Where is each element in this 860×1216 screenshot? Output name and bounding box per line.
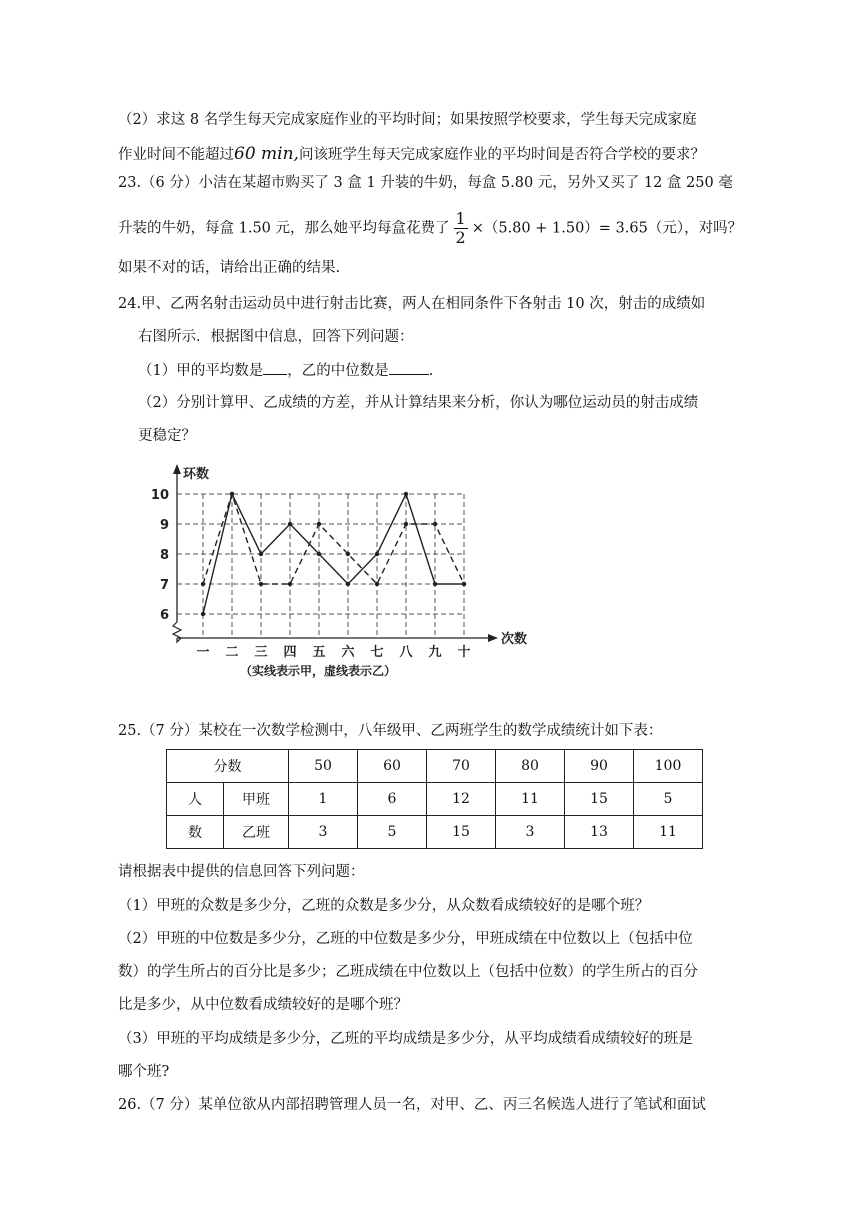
- table-row-name: 甲班: [224, 783, 289, 816]
- chart-y-tick-label: 8: [159, 548, 169, 563]
- chart-y-tick-label: 10: [150, 488, 169, 503]
- chart-data-point: [433, 582, 437, 586]
- q25-instruction: 请根据表中提供的信息回答下列问题：: [118, 864, 365, 880]
- table-cell: 6: [358, 783, 427, 816]
- chart-y-axis-label: 环数: [183, 467, 210, 482]
- q24-part1-text-c: .: [428, 363, 434, 379]
- table-row-name: 乙班: [224, 816, 289, 849]
- q25-line1: 25.（7 分）某校在一次数学检测中，八年级甲、乙两班学生的数学成绩统计如下表：: [118, 723, 663, 739]
- table-group-label-2: 数: [167, 816, 224, 849]
- q24-part2-line2: 更稳定？: [138, 428, 196, 444]
- chart-data-point: [404, 522, 408, 526]
- score-table: [166, 749, 703, 849]
- q25-part3-line1: （3）甲班的平均成绩是多少分，乙班的平均成绩是多少分，从平均成绩看成绩较好的班是: [118, 1031, 693, 1047]
- chart-series-line-dashed: [203, 494, 464, 584]
- chart-data-point: [404, 492, 408, 496]
- chart-x-tick-label: 七: [370, 645, 384, 660]
- chart-x-tick-label: 八: [399, 645, 413, 660]
- chart-x-tick-label: 二: [225, 645, 239, 660]
- chart-x-arrow: [488, 634, 498, 642]
- table-cell: 11: [634, 816, 703, 849]
- chart-y-arrow: [173, 464, 181, 474]
- table-cell: 5: [634, 783, 703, 816]
- table-score-header: 50: [289, 750, 358, 783]
- q24-line1: 24.甲、乙两名射击运动员中进行射击比赛，两人在相同条件下各射击 10 次，射击的成绩如: [118, 296, 706, 312]
- answer-blank[interactable]: [263, 360, 287, 375]
- chart-x-axis-label: 次数: [501, 632, 528, 647]
- table-cell: 5: [358, 816, 427, 849]
- table-row: [167, 816, 703, 849]
- q24-part1-text-a: （1）甲的平均数是: [138, 363, 264, 379]
- chart-x-tick-label: 五: [312, 645, 326, 660]
- table-score-header: 60: [358, 750, 427, 783]
- chart-data-point: [462, 582, 466, 586]
- q25-part3-line2: 哪个班?: [118, 1064, 170, 1080]
- q23-fraction: [454, 210, 468, 247]
- q23-line1: 23.（6 分）小洁在某超市购买了 3 盒 1 升装的牛奶，每盒 5.80 元，另外又买了 12 盒 250 毫: [118, 175, 733, 191]
- chart-x-tick-label: 六: [341, 645, 355, 660]
- table-score-header: 100: [634, 750, 703, 783]
- table-cell: 13: [565, 816, 634, 849]
- chart-x-tick-label: 一: [196, 645, 210, 660]
- chart-data-point: [259, 552, 263, 556]
- chart-data-point: [288, 582, 292, 586]
- chart-caption: （实线表示甲，虚线表示乙）: [240, 664, 397, 678]
- chart-data-point: [230, 492, 234, 496]
- fraction-numerator: 1: [455, 209, 466, 228]
- chart-x-tick-label: 四: [283, 645, 297, 660]
- chart-data-point: [201, 582, 205, 586]
- q22-part2-text-b: 问该班学生每天完成家庭作业的平均时间是否符合学校的要求？: [298, 147, 705, 163]
- table-cell: 11: [496, 783, 565, 816]
- chart-data-point: [259, 582, 263, 586]
- q23-text-b: ×（5.80 + 1.50）= 3.65（元），对吗？: [471, 220, 743, 237]
- q25-part2-line1: （2）甲班的中位数是多少分，乙班的中位数是多少分，甲班成绩在中位数以上（包括中位: [118, 931, 693, 947]
- chart-data-point: [346, 552, 350, 556]
- table-score-header: 70: [427, 750, 496, 783]
- table-cell: 3: [289, 816, 358, 849]
- q23-text-a: 升装的牛奶，每盒 1.50 元，那么她平均每盒花费了: [118, 220, 450, 237]
- q23-line3: 如果不对的话，请给出正确的结果.: [118, 260, 341, 276]
- chart-x-tick-label: 九: [428, 645, 442, 660]
- chart-y-tick-label: 9: [159, 518, 169, 533]
- table-cell: 1: [289, 783, 358, 816]
- table-score-header: 90: [565, 750, 634, 783]
- fraction-denominator: 2: [455, 228, 466, 247]
- chart-x-tick-label: 十: [457, 645, 471, 660]
- q24-part1: [138, 360, 433, 381]
- answer-blank[interactable]: [389, 360, 429, 375]
- chart-data-point: [433, 522, 437, 526]
- table-cell: 15: [565, 783, 634, 816]
- chart-axis-break: [173, 622, 181, 642]
- q26-line1: 26.（7 分）某单位欲从内部招聘管理人员一名，对甲、乙、丙三名候选人进行了笔试和面试: [118, 1097, 706, 1113]
- chart-data-point: [201, 612, 205, 616]
- q22-part2-line2: [118, 144, 705, 165]
- q25-part2-line3: 比是多少，从中位数看成绩较好的是哪个班？: [118, 997, 408, 1013]
- q25-part2-line2: 数）的学生所占的百分比是多少；乙班成绩在中位数以上（包括中位数）的学生所占的百分: [118, 964, 698, 980]
- chart-data-point: [317, 522, 321, 526]
- table-group-label-1: 人: [167, 783, 224, 816]
- table-cell: 15: [427, 816, 496, 849]
- chart-y-tick-label: 7: [159, 578, 169, 593]
- chart-data-point: [317, 552, 321, 556]
- q25-part1: （1）甲班的众数是多少分，乙班的众数是多少分，从众数看成绩较好的是哪个班？: [118, 898, 650, 914]
- chart-data-point: [375, 582, 379, 586]
- q23-line2: [118, 210, 742, 247]
- chart-y-tick-label: 6: [159, 608, 169, 623]
- chart-data-point: [346, 582, 350, 586]
- table-header-label: 分数: [167, 750, 289, 783]
- q22-time-limit: 60 min,: [234, 144, 299, 164]
- table-cell: 12: [427, 783, 496, 816]
- q24-part2-line1: （2）分别计算甲、乙成绩的方差，并从计算结果来分析，你认为哪位运动员的射击成绩: [138, 395, 699, 411]
- chart-data-point: [288, 522, 292, 526]
- q24-part1-text-b: ，乙的中位数是: [287, 363, 389, 379]
- chart-data-point: [375, 552, 379, 556]
- shooting-score-line-chart: [145, 458, 545, 690]
- chart-x-tick-label: 三: [254, 645, 268, 660]
- q24-line2: 右图所示．根据图中信息，回答下列问题：: [138, 329, 414, 345]
- q22-part2-line1: （2）求这 8 名学生每天完成家庭作业的平均时间；如果按照学校要求，学生每天完成家庭: [118, 112, 697, 128]
- q22-part2-text-a: 作业时间不能超过: [118, 147, 234, 163]
- table-row: [167, 783, 703, 816]
- table-header-row: [167, 750, 703, 783]
- table-score-header: 80: [496, 750, 565, 783]
- table-cell: 3: [496, 816, 565, 849]
